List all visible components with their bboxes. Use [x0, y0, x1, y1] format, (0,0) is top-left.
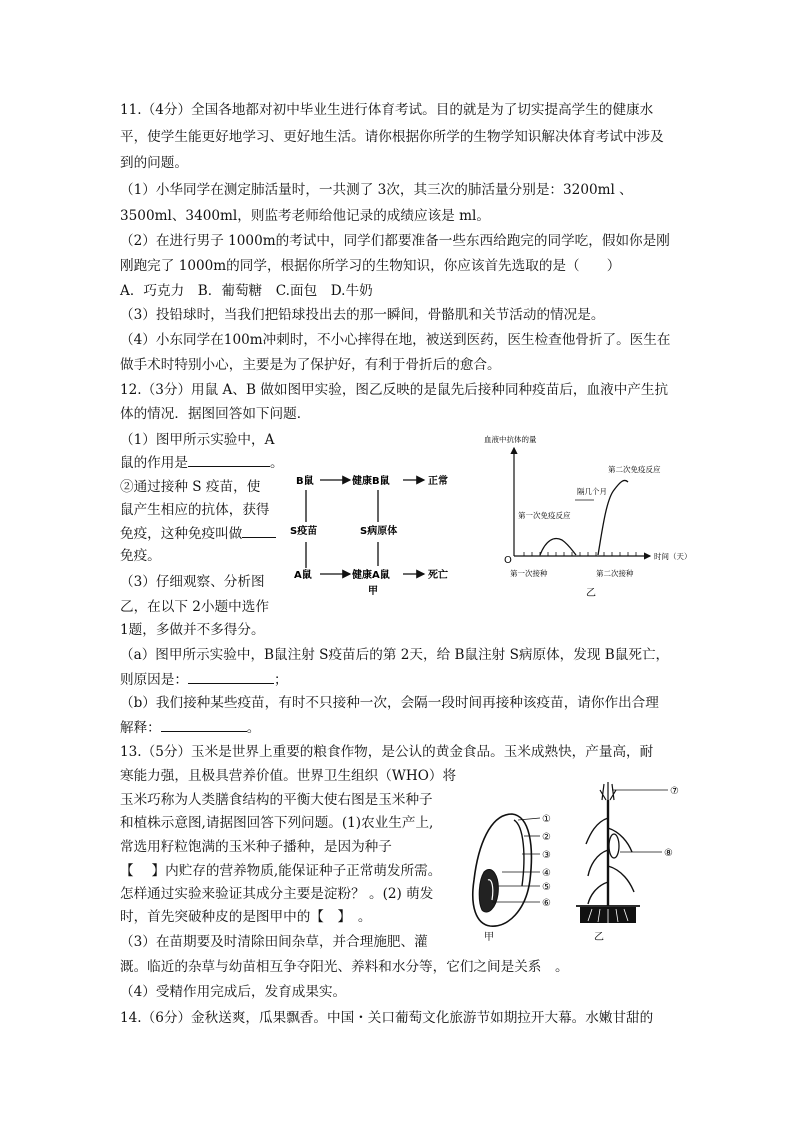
antibody-curve-yi — [482, 432, 694, 600]
normal-label: 正常 — [428, 476, 448, 487]
answer-blank[interactable] — [188, 669, 274, 684]
healthy-a-label: 健康A鼠 — [352, 570, 390, 581]
seed-label-1: ① — [542, 814, 551, 825]
s-vaccine-label: S疫苗 — [290, 526, 318, 537]
diagram-jia-caption: 甲 — [368, 586, 378, 597]
healthy-b-label: 健康B鼠 — [352, 476, 390, 487]
a-mouse-label: A鼠 — [294, 570, 312, 581]
q13-line-4: 和植株示意图,请据图回答下列问题。(1)农业生产上, — [120, 815, 434, 831]
tassel — [600, 782, 616, 800]
q12-b-line-2: 解释： — [120, 720, 161, 736]
plant-caption: 乙 — [594, 932, 604, 943]
q11-part2-b: 刚跑完了 1000m的同学，根据你所学习的生物知识，你应该首先选取的是（ ） — [120, 258, 621, 274]
q12-part2-d: 免疫。 — [120, 548, 161, 564]
q12-line-2: 体的情况．据图回答如下问题． — [120, 406, 311, 422]
q12-a-line-2: 则原因是： — [120, 672, 188, 688]
q13-line-3: 玉米巧称为人类膳食结构的平衡大使右图是玉米种子 — [120, 792, 433, 808]
q12-part3-c: 1题，多做并不多得分。 — [120, 622, 265, 638]
q12-line-1: 12.（3分）用鼠 A、B 做如图甲实验，图乙反映的是鼠先后接种同种疫苗后，血液中产生抗 — [120, 382, 669, 398]
q13-line-6: 【 】内贮存的营养物质,能保证种子正常萌发所需。 — [120, 863, 442, 879]
q12-a-line-2-row: 则原因是： ； — [120, 669, 288, 690]
first-injection-label: 第一次接种 — [510, 569, 548, 578]
first-response-label: 第一次免疫反应 — [518, 511, 571, 520]
experiment-diagram-jia — [288, 466, 464, 600]
q11-part2-a: （2）在进行男子 1000m的考试中，同学们都要准备一些东西给跑完的同学吃，假如你是刚 — [120, 233, 670, 249]
q12-part2-b: 鼠产生相应的抗体，获得 — [120, 502, 270, 518]
q11-part4-a: （4）小东同学在100m冲刺时，不小心摔得在地，被送到医药，医生检查他骨折了。医生在 — [120, 332, 671, 348]
q11-options: A．巧克力 B．葡萄糖 C.面包 D.牛奶 — [120, 283, 373, 299]
second-injection-label: 第二次接种 — [596, 569, 634, 578]
seed-label-3: ③ — [542, 850, 551, 861]
q13-line-10: 溉。临近的杂草与幼苗相互争夺阳光、养料和水分等，它们之间是关系 。 — [120, 959, 569, 975]
q13-line-2: 寒能力强，且极具营养价值。世界卫生组织（WHO）将 — [120, 768, 457, 784]
interval-label: 隔几个月 — [577, 487, 607, 496]
q14-line-1: 14.（6分）金秋送爽，瓜果飘香。中国・关口葡萄文化旅游节如期拉开大幕。水嫩甘甜的 — [120, 1010, 654, 1026]
seed-label-5: ⑤ — [542, 882, 551, 893]
seed-caption: 甲 — [484, 932, 494, 943]
b-mouse-label: B鼠 — [296, 476, 314, 487]
answer-blank[interactable] — [242, 523, 276, 538]
q11-line-2: 平，使学生能更好地学习、更好地生活。请你根据你所学的生物学知识解决体育考试中涉及 — [120, 129, 664, 145]
seed-label-6: ⑥ — [542, 898, 551, 909]
death-label: 死亡 — [428, 570, 448, 581]
q12-part1-a: （1）图甲所示实验中，A — [120, 432, 275, 448]
q11-part4-b: 做手术时特别小心，主要是为了保护好，有利于骨折后的愈合。 — [120, 357, 501, 373]
s-pathogen-label: S病原体 — [360, 526, 398, 537]
q11-part1-a: （1）小华同学在测定肺活量时，一共测了 3次，其三次的肺活量分别是：3200ml 、 — [120, 182, 633, 198]
q13-line-5: 常选用籽粒饱满的玉米种子播种，是因为种子 — [120, 839, 392, 855]
q12-part2-c-row — [120, 523, 276, 544]
q12-part3-b: 乙，在以下 2小题中选作 — [120, 599, 269, 615]
corn-ear — [609, 834, 619, 858]
q12-part1-b: 鼠的作用是 — [120, 455, 188, 471]
q12-part3-a: （3）仔细观察、分析图 — [120, 574, 265, 590]
seed-label-2: ② — [542, 832, 551, 843]
q12-part2-c: 免疫，这种免疫叫做 — [120, 526, 243, 542]
q11-line-1: 11.（4分）全国各地都对初中毕业生进行体育考试。目的就是为了切实提高学生的健康水 — [120, 102, 654, 118]
plant-label-8: ⑧ — [664, 848, 673, 859]
second-response-label: 第二次免疫反应 — [608, 465, 661, 474]
q13-line-8: 时，首先突破种皮的是图甲中的【 】 。 — [120, 909, 372, 925]
q11-line-3: 到的问题。 — [120, 155, 188, 171]
corn-seed-diagram — [462, 806, 562, 944]
q13-line-1: 13.（5分）玉米是世界上重要的粮食作物，是公认的黄金食品。玉米成熟快，产量高，耐 — [120, 744, 654, 760]
q12-part1-b-row: 鼠的作用是 。 — [120, 452, 284, 473]
q12-b-line-1: （b）我们接种某些疫苗，有时不只接种一次，会隔一段时间再接种该疫苗，请你作出合理 — [120, 695, 659, 711]
q13-line-11: （4）受精作用完成后，发育成果实。 — [120, 984, 347, 1000]
seed-label-4: ④ — [542, 868, 551, 879]
q12-part2-a: ②通过接种 S 疫苗，使 — [120, 479, 261, 495]
plant-label-7: ⑦ — [670, 786, 679, 797]
q13-line-7: 怎样通过实验来验证其成分主要是淀粉？ 。(2) 萌发 — [120, 886, 434, 902]
q13-line-9: （3）在苗期要及时清除田间杂草，并合理施肥、灌 — [120, 934, 428, 950]
q12-a-line-1: （a）图甲所示实验中，B鼠注射 S疫苗后的第 2天，给 B鼠注射 S病原体，发现 B鼠死亡， — [120, 647, 670, 663]
y-axis-label: 血液中抗体的量 — [484, 435, 537, 444]
q11-part3: （3）投铅球时，当我们把铅球投出去的那一瞬间，骨骼肌和关节活动的情况是。 — [120, 307, 605, 323]
x-axis-label: 时间（天） — [654, 552, 692, 561]
first-response-curve — [540, 539, 576, 555]
origin-label: O — [504, 555, 512, 566]
diagram-yi-caption: 乙 — [586, 588, 596, 599]
corn-plant-diagram — [566, 778, 686, 944]
q11-part1-b: 3500ml、3400ml，则监考老师给他记录的成绩应该是 ml。 — [120, 208, 490, 224]
answer-blank[interactable] — [188, 452, 270, 467]
q12-b-line-2-row: 解释： 。 — [120, 717, 260, 738]
answer-blank[interactable] — [161, 717, 247, 732]
